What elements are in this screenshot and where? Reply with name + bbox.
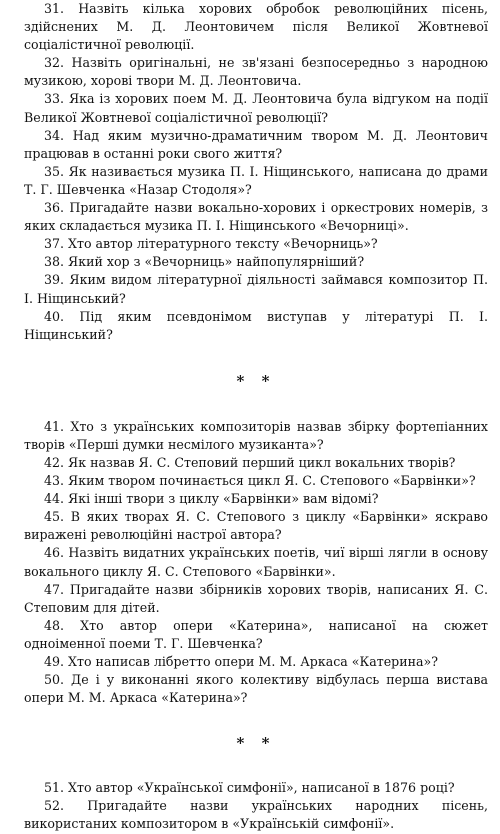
question-45: 45. В яких творах Я. С. Степового з циклу «Барвінки» яскраво виражені революційні настрої автора? [24, 509, 488, 543]
question-31: 31. Назвіть кілька хорових обробок революційних пісень, здійснених М. Д. Леонтовичем після Великої Жовтневої соціалістичної революції. [24, 1, 488, 53]
question-list-part2 [24, 418, 488, 708]
question-list-part1 [24, 0, 488, 344]
question-list-part3 [24, 779, 488, 833]
question-39: 39. Яким видом літературної діяльності займався композитор П. І. Ніщинський? [24, 272, 488, 306]
question-50: 50. Де і у виконанні якого колективу відбулась перша вистава опери М. М. Аркаса «Катерина»? [24, 672, 488, 706]
question-40: 40. Під яким псевдонімом виступав у літературі П. І. Ніщинський? [24, 308, 488, 342]
section-separator: * * [236, 734, 276, 753]
question-35: 35. Як називається музика П. І. Ніщинського, написана до драми Т. Г. Шевченка «Назар Стодоля»? [24, 163, 488, 197]
question-36: 36. Пригадайте назви вокально-хорових і оркестрових номерів, з яких складається музика П. І. Ніщинського «Вечорниці». [24, 200, 488, 234]
question-34: 34. Над яким музично-драматичним твором М. Д. Леонтович працював в останні роки свого життя? [24, 127, 488, 161]
question-38: 38. Який хор з «Вечорниць» найпопулярніший? [44, 254, 365, 270]
question-46: 46. Назвіть видатних українських поетів, чиї вірші лягли в основу вокального циклу Я. С. Степового «Барвінки». [24, 545, 488, 579]
document-page [24, 0, 488, 832]
question-48: 48. Хто автор опери «Катерина», написаної на сюжет одноіменної поеми Т. Г. Шевченка? [24, 617, 488, 651]
question-42: 42. Як назвав Я. С. Степовий перший цикл вокальних творів? [44, 454, 456, 470]
question-49: 49. Хто написав лібретто опери М. М. Аркаса «Катерина»? [44, 654, 438, 669]
section-separator: * * [236, 371, 276, 390]
question-52: 52. Пригадайте назви українських народних пісень, використаних композитором в «Українській симфонії». [24, 798, 488, 832]
question-43: 43. Яким твором починається цикл Я. С. Степового «Барвінки»? [44, 473, 476, 489]
question-44: 44. Які інші твори з циклу «Барвінки» вам відомі? [44, 491, 379, 507]
question-33: 33. Яка із хорових поем М. Д. Леонтовича була відгуком на події Великої Жовтневої соціалістичної революції? [24, 91, 488, 125]
question-32: 32. Назвіть оригінальні, не зв'язані безпосередньо з народною музикою, хорові твори М. Д. Леонтовича. [24, 55, 488, 89]
question-41: 41. Хто з українських композиторів назвав збірку фортепіанних творів «Перші думки несмілого музиканта»? [24, 418, 488, 452]
question-51: 51. Хто автор «Української симфонії», написаної в 1876 році? [44, 780, 455, 796]
question-47: 47. Пригадайте назви збірників хорових творів, написаних Я. С. Степовим для дітей. [24, 581, 488, 615]
question-37: 37. Хто автор літературного тексту «Вечорниць»? [44, 236, 378, 252]
